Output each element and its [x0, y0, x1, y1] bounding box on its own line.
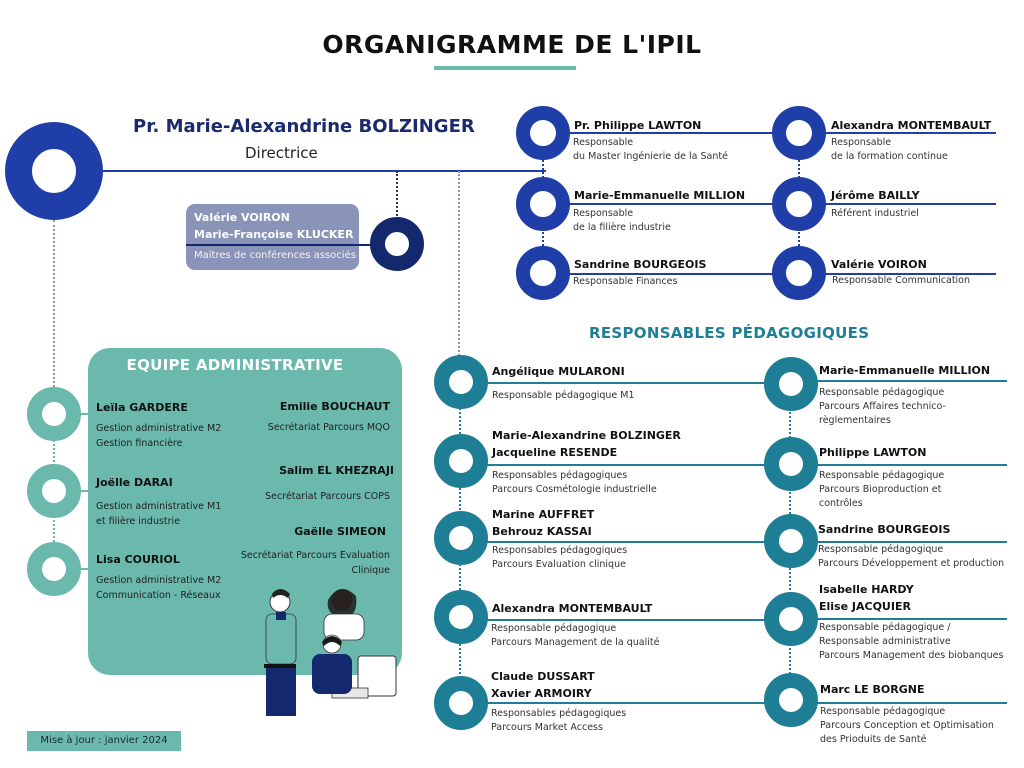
desc-line: Gestion administrative M2	[96, 423, 222, 434]
director-ring-icon	[5, 122, 103, 220]
pedagogy-ring-icon	[764, 673, 818, 727]
desc-line: Responsable pédagogique M1	[492, 390, 635, 401]
pedagogy-desc	[492, 389, 635, 403]
desc-line: Parcours Cosmétologie industrielle	[492, 484, 657, 495]
pedagogy-line	[815, 702, 1007, 704]
pedagogy-desc	[491, 707, 626, 735]
pedagogy-line	[486, 702, 786, 704]
person-shirt	[266, 614, 296, 664]
pedagogy-name	[492, 363, 625, 380]
pedagogy-desc	[819, 469, 944, 511]
desc-line: contrôles	[819, 498, 863, 509]
pedagogy-line	[815, 618, 1007, 620]
director-to-pedagogy-connector	[458, 171, 460, 356]
leadership-desc	[573, 136, 728, 164]
leadership-ring-icon	[772, 246, 826, 300]
director-to-admin-connector	[53, 220, 55, 395]
leadership-name: Marie-Emmanuelle MILLION	[574, 189, 746, 202]
associate-name: Valérie VOIRON	[194, 211, 290, 224]
desc-line: Responsable pédagogique /	[819, 622, 951, 633]
pedagogy-name	[492, 427, 681, 461]
desc-line: Responsable Finances	[573, 276, 678, 287]
pedagogy-name	[819, 581, 914, 615]
desc-line: Référent industriel	[831, 208, 919, 219]
pedagogy-ring-icon	[764, 514, 818, 568]
associates-divider	[186, 244, 371, 246]
desc-line: Clinique	[351, 565, 390, 576]
pedagogy-ring-icon	[434, 355, 488, 409]
associates-ring-icon	[370, 217, 424, 271]
leadership-desc	[831, 136, 948, 164]
desc-line: Parcours Développement et production	[818, 558, 1005, 569]
pedagogy-name	[492, 600, 652, 617]
person-name: Elise JACQUIER	[819, 600, 911, 613]
pedagogy-line	[486, 382, 786, 384]
desc-line: Gestion administrative M2	[96, 575, 222, 586]
desc-line: Parcours Market Access	[491, 722, 603, 733]
admin-member-name: Emilie BOUCHAUT	[279, 400, 390, 413]
person-name: Jacqueline RESENDE	[492, 446, 618, 459]
person-name: Philippe LAWTON	[819, 446, 927, 459]
director-role: Directrice	[245, 144, 318, 162]
desc-line: Responsables pédagogiques	[492, 545, 628, 556]
admin-member-desc	[241, 548, 390, 578]
leadership-ring-icon	[772, 106, 826, 160]
desc-line: Responsable pédagogique	[818, 544, 944, 555]
admin-member-name: Gaëlle SIMEON	[294, 525, 386, 538]
person-sweater	[312, 654, 352, 694]
director-name: Pr. Marie-Alexandrine BOLZINGER	[133, 116, 475, 137]
pedagogy-line	[486, 541, 786, 543]
pedagogy-name	[491, 668, 595, 702]
pedagogy-ring-icon	[764, 357, 818, 411]
pedagogy-desc	[818, 543, 1004, 571]
desc-line: Responsables pédagogiques	[492, 470, 628, 481]
person-name: Xavier ARMOIRY	[491, 687, 592, 700]
person-name: Marie-Emmanuelle MILLION	[819, 364, 991, 377]
person-name: Marine AUFFRET	[492, 508, 595, 521]
desc-line: règlementaires	[819, 415, 891, 426]
desc-line: Responsable pédagogique	[819, 387, 945, 398]
pedagogy-name	[818, 521, 950, 538]
leadership-desc	[831, 207, 919, 221]
pedagogy-name	[492, 506, 594, 540]
pedagogy-ring-icon	[434, 590, 488, 644]
team-illustration	[240, 580, 405, 720]
leadership-desc	[832, 274, 970, 288]
person-name: Angélique MULARONI	[492, 365, 625, 378]
leadership-desc	[573, 275, 677, 289]
desc-line: Communication - Réseaux	[96, 590, 221, 601]
desc-line: de la formation continue	[831, 151, 948, 162]
leadership-line	[826, 203, 996, 205]
desc-line: Responsable	[573, 208, 634, 219]
pedagogy-name	[819, 444, 926, 461]
leadership-name: Alexandra MONTEMBAULT	[831, 119, 992, 132]
person-name: Isabelle HARDY	[819, 583, 914, 596]
leadership-ring-icon	[772, 177, 826, 231]
leadership-line	[570, 132, 780, 134]
desc-line: Responsable	[831, 137, 892, 148]
admin-ring-icon	[27, 464, 81, 518]
desc-line: Parcours Management de la qualité	[491, 637, 660, 648]
person-trousers	[266, 668, 296, 716]
admin-member-name: Lisa COURIOL	[96, 553, 180, 566]
person-name: Sandrine BOURGEOIS	[818, 523, 951, 536]
person-hair	[328, 589, 357, 616]
desc-line: et filière industrie	[96, 516, 181, 527]
pedagogy-desc	[819, 386, 946, 428]
person-name: Behrouz KASSAI	[492, 525, 592, 538]
pedagogy-line	[815, 464, 1007, 466]
desc-line: Secrétariat Parcours COPS	[265, 491, 390, 502]
pedagogy-desc	[819, 621, 1003, 663]
desc-line: Gestion administrative M1	[96, 501, 222, 512]
update-date-badge: Mise à jour : janvier 2024	[27, 731, 181, 751]
desc-line: de la filière industrie	[573, 222, 671, 233]
pedagogy-desc	[820, 705, 994, 747]
person-name: Marc LE BORGNE	[820, 683, 925, 696]
person-name: Marie-Alexandrine BOLZINGER	[492, 429, 681, 442]
desc-line: du Master Ingénierie de la Santé	[573, 151, 728, 162]
desc-line: Parcours Bioproduction et	[819, 484, 942, 495]
associate-name: Marie-Françoise KLUCKER	[194, 228, 354, 241]
admin-ring-icon	[27, 387, 81, 441]
pedagogy-ring-icon	[434, 676, 488, 730]
pedagogy-line	[815, 380, 1007, 382]
pedagogy-ring-icon	[434, 511, 488, 565]
pedagogy-desc	[492, 469, 657, 497]
desc-line: Parcours Evaluation clinique	[492, 559, 626, 570]
leadership-line	[570, 203, 780, 205]
leadership-ring-icon	[516, 246, 570, 300]
pedagogy-name	[820, 681, 924, 698]
director-to-associates-connector	[396, 171, 398, 219]
title-underline	[434, 66, 576, 70]
pedagogy-desc	[491, 622, 659, 650]
admin-member-desc	[96, 421, 221, 451]
desc-line: des Prioduits de Santé	[820, 734, 927, 745]
desc-line: Responsable pédagogique	[820, 706, 946, 717]
desc-line: Gestion financière	[96, 438, 183, 449]
pedagogy-line	[486, 464, 786, 466]
associates-role: Maitres de conférences associés	[194, 250, 356, 261]
admin-member-name: Salim EL KHEZRAJI	[279, 464, 394, 477]
pedagogy-ring-icon	[764, 592, 818, 646]
admin-member-desc	[96, 573, 221, 603]
desc-line: Parcours Management des biobanques	[819, 650, 1004, 661]
desc-line: Responsable administrative	[819, 636, 951, 647]
admin-team-title: EQUIPE ADMINISTRATIVE	[126, 356, 344, 374]
leadership-line	[826, 132, 996, 134]
pedagogy-ring-icon	[764, 437, 818, 491]
desc-line: Responsable	[573, 137, 634, 148]
leadership-name: Sandrine BOURGEOIS	[574, 258, 707, 271]
desc-line: Parcours Affaires technico-	[819, 401, 946, 412]
person-belt	[264, 664, 296, 668]
admin-member-name: Joëlle DARAI	[96, 476, 173, 489]
desc-line: Responsable pédagogique	[819, 470, 945, 481]
pedagogy-section-title: RESPONSABLES PÉDAGOGIQUES	[589, 324, 870, 342]
admin-member-desc	[265, 489, 390, 504]
leadership-name: Jérôme BAILLY	[831, 189, 920, 202]
director-connector-line	[100, 170, 546, 172]
desc-line: Responsable pédagogique	[491, 623, 617, 634]
desc-line: Responsables pédagogiques	[491, 708, 627, 719]
pedagogy-desc	[492, 544, 627, 572]
desc-line: Parcours Conception et Optimisation	[820, 720, 994, 731]
desc-line: Secrétariat Parcours MQO	[267, 422, 390, 433]
leadership-ring-icon	[516, 177, 570, 231]
admin-member-name: Leïla GARDERE	[96, 401, 188, 414]
person-name: Alexandra MONTEMBAULT	[492, 602, 653, 615]
leadership-desc	[573, 207, 671, 235]
leadership-name: Pr. Philippe LAWTON	[574, 119, 702, 132]
desc-line: Secrétariat Parcours Evaluation	[240, 550, 390, 561]
admin-member-desc	[96, 499, 221, 529]
leadership-ring-icon	[516, 106, 570, 160]
desc-line: Responsable Communication	[832, 275, 971, 286]
associates-card	[186, 204, 359, 270]
page-title: ORGANIGRAMME DE L'IPIL	[322, 30, 702, 59]
pedagogy-ring-icon	[434, 434, 488, 488]
pedagogy-name	[819, 362, 990, 379]
person-name: Claude DUSSART	[491, 670, 595, 683]
admin-ring-icon	[27, 542, 81, 596]
pedagogy-line	[486, 619, 786, 621]
person-collar	[276, 612, 286, 620]
leadership-name: Valérie VOIRON	[831, 258, 927, 271]
admin-member-desc	[268, 420, 390, 435]
